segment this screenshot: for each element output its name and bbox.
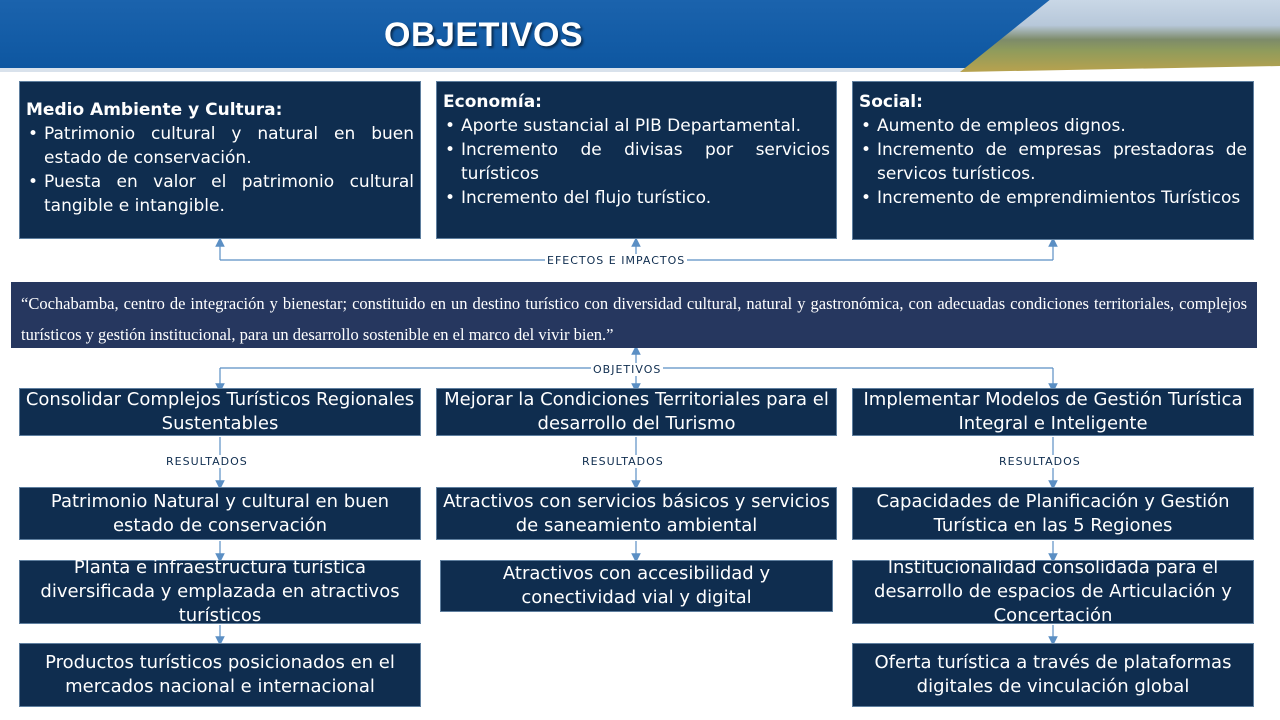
page-title: OBJETIVOS — [384, 16, 584, 54]
effect-item: • Aporte sustancial al PIB Departamental. — [443, 114, 830, 138]
result-box: Atractivos con accesibilidad y conectividad vial y digital — [440, 560, 833, 612]
effect-item: • Incremento de divisas por servicios turísticos — [443, 138, 830, 186]
effect-item: • Incremento de empresas prestadoras de servicos turísticos. — [859, 138, 1247, 186]
effect-heading: Social: — [859, 92, 923, 112]
objectives-label: OBJETIVOS — [593, 363, 662, 376]
effect-box-economy — [436, 81, 837, 239]
effect-item: • Incremento del flujo turístico. — [443, 186, 830, 210]
effect-item: • Puesta en valor el patrimonio cultural tangible e intangible. — [26, 170, 414, 218]
result-box: Patrimonio Natural y cultural en buen estado de conservación — [19, 487, 421, 540]
objective-box: Consolidar Complejos Turísticos Regionales Sustentables — [19, 388, 421, 436]
results-label: RESULTADOS — [582, 455, 664, 468]
effect-heading: Economía: — [443, 92, 542, 112]
result-box: Institucionalidad consolidada para el desarrollo de espacios de Articulación y Concertación — [852, 560, 1254, 624]
results-label: RESULTADOS — [166, 455, 248, 468]
effect-heading: Medio Ambiente y Cultura: — [26, 100, 283, 120]
result-box: Planta e infraestructura turística diversificada y emplazada en atractivos turísticos — [19, 560, 421, 624]
effect-item: • Incremento de emprendimientos Turísticos — [859, 186, 1247, 210]
objective-box: Implementar Modelos de Gestión Turística Integral e Inteligente — [852, 388, 1254, 436]
result-box: Oferta turística a través de plataformas digitales de vinculación global — [852, 643, 1254, 707]
effects-label: EFECTOS E IMPACTOS — [547, 254, 686, 267]
results-label: RESULTADOS — [999, 455, 1081, 468]
effect-item: • Aumento de empleos dignos. — [859, 114, 1247, 138]
effect-box-environment — [19, 81, 421, 239]
effect-item: • Patrimonio cultural y natural en buen estado de conservación. — [26, 122, 414, 170]
result-box: Capacidades de Planificación y Gestión Turística en las 5 Regiones — [852, 487, 1254, 540]
result-box: Atractivos con servicios básicos y servicios de saneamiento ambiental — [436, 487, 837, 540]
result-box: Productos turísticos posicionados en el mercados nacional e internacional — [19, 643, 421, 707]
effect-box-social — [852, 81, 1254, 240]
objective-box: Mejorar la Condiciones Territoriales para el desarrollo del Turismo — [436, 388, 837, 436]
vision-statement: “Cochabamba, centro de integración y bienestar; constituido en un destino turístico con diversidad cultural, natural y gastronómica, con adecuadas condiciones territoriales, complejos turísticos y gestión institucional, para un desarrollo sostenible en el marco del vivir bien.” — [11, 282, 1257, 348]
